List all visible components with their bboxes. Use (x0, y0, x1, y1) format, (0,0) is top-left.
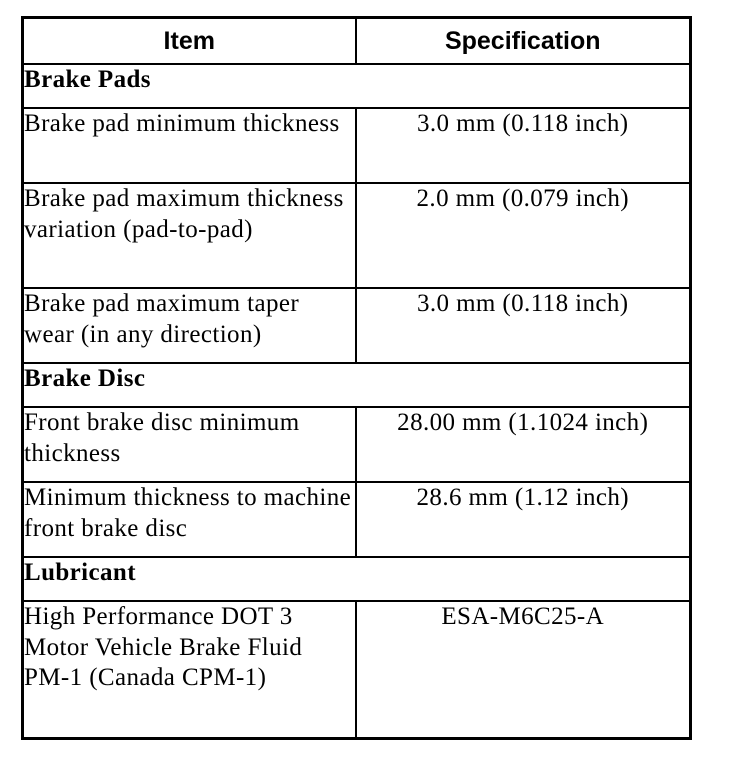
table-row (23, 407, 691, 482)
spec-cell: 2.0 mm (0.079 inch) (356, 183, 691, 288)
table-row (23, 108, 691, 183)
table-row (23, 288, 691, 363)
section-title: Brake Disc (23, 363, 691, 407)
section-title: Lubricant (23, 557, 691, 601)
section-header-brake-pads (23, 64, 691, 108)
spec-cell: 3.0 mm (0.118 inch) (356, 288, 691, 363)
section-header-brake-disc (23, 363, 691, 407)
spec-cell: ESA-M6C25-A (356, 601, 691, 738)
spec-cell: 3.0 mm (0.118 inch) (356, 108, 691, 183)
spec-cell: 28.6 mm (1.12 inch) (356, 482, 691, 557)
table-row (23, 183, 691, 288)
table-row (23, 601, 691, 738)
item-cell: Brake pad maximum thickness variation (pad-to-pad) (23, 183, 356, 288)
header-row (23, 18, 691, 65)
item-cell: Brake pad minimum thickness (23, 108, 356, 183)
item-cell: High Performance DOT 3 Motor Vehicle Brake Fluid PM-1 (Canada CPM-1) (23, 601, 356, 738)
table-row (23, 482, 691, 557)
spec-cell: 28.00 mm (1.1024 inch) (356, 407, 691, 482)
specification-table (21, 16, 692, 740)
item-cell: Minimum thickness to machine front brake disc (23, 482, 356, 557)
item-cell: Front brake disc minimum thickness (23, 407, 356, 482)
column-header-specification: Specification (356, 18, 691, 65)
section-title: Brake Pads (23, 64, 691, 108)
column-header-item: Item (23, 18, 356, 65)
table-header (23, 18, 691, 65)
item-cell: Brake pad maximum taper wear (in any direction) (23, 288, 356, 363)
section-header-lubricant (23, 557, 691, 601)
